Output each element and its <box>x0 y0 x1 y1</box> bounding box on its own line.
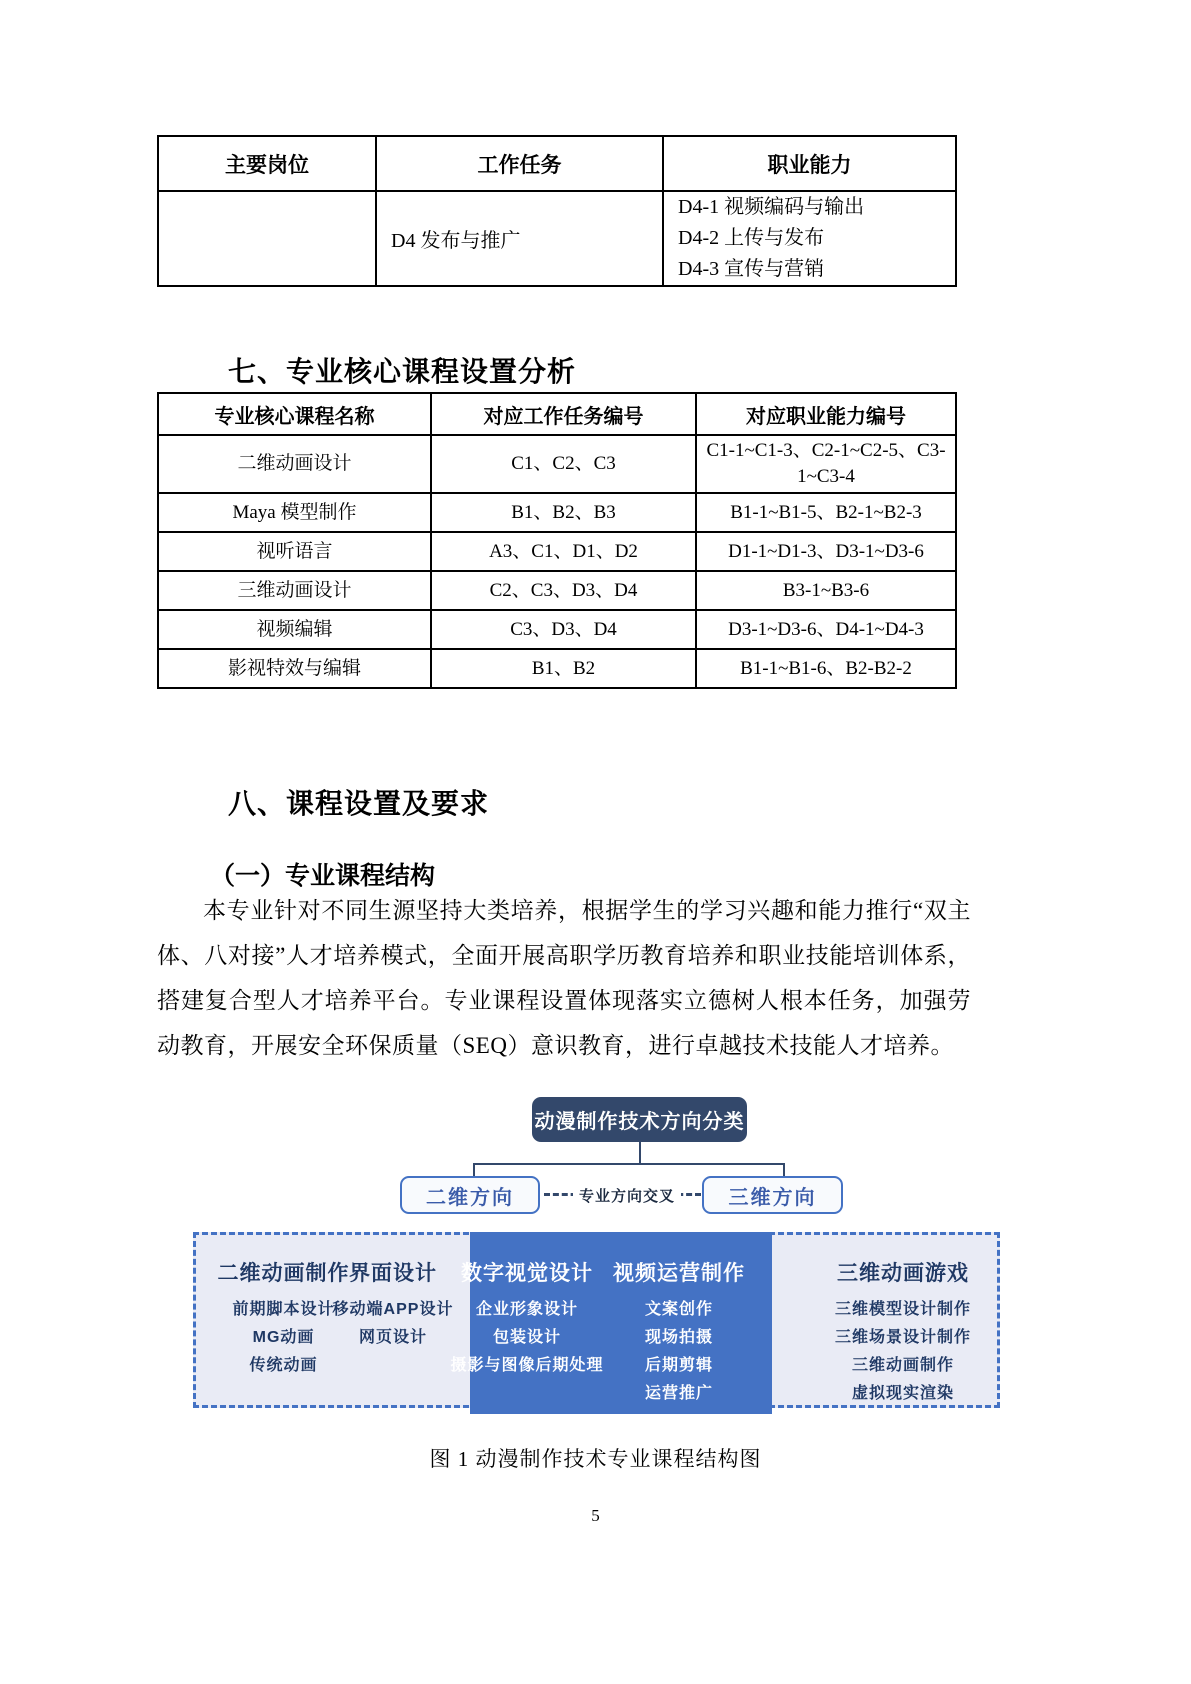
group-item: 三维模型设计制作 <box>834 1301 971 1318</box>
connector-line <box>473 1163 475 1177</box>
group-item: 三维场景设计制作 <box>834 1329 971 1346</box>
cell-task-codes: C2、C3、D3、D4 <box>431 571 696 610</box>
group-item: 摄影与图像后期处理 <box>450 1357 604 1374</box>
col-header-position: 主要岗位 <box>158 136 376 191</box>
body-paragraph: 本专业针对不同生源坚持大类培养，根据学生的学习兴趣和能力推行“双主体、八对接”人才培养模式，全面开展高职学历教育培养和职业技能培训体系，搭建复合型人才培养平台。专业课程设置体现落实立德树人根本任务，加强劳动教育，开展安全环保质量（SEQ）意识教育，进行卓越技术技能人才培养。 <box>157 898 971 1058</box>
course-groups-container <box>193 1232 1000 1408</box>
branch-node-3d: 三维方向 <box>702 1176 843 1214</box>
cell-course: 视频编辑 <box>158 610 431 649</box>
group-title: 二维动画制作 <box>217 1262 350 1285</box>
job-tasks-table <box>157 135 957 287</box>
group-title: 界面设计 <box>349 1262 437 1285</box>
group-digital-visual-design <box>442 1257 612 1380</box>
col-header-task: 工作任务 <box>376 136 663 191</box>
cell-course: 二维动画设计 <box>158 435 431 493</box>
page-number: 5 <box>591 1506 600 1525</box>
connector-line <box>473 1163 785 1165</box>
connector-line <box>639 1142 641 1164</box>
cell-abilities <box>663 191 956 286</box>
group-item: 传统动画 <box>249 1357 318 1374</box>
cell-ability-codes: D3-1~D3-6、D4-1~D4-3 <box>696 610 956 649</box>
cell-course: 影视特效与编辑 <box>158 649 431 688</box>
cell-position <box>158 191 376 286</box>
table-row <box>158 610 956 649</box>
cell-ability-codes: D1-1~D1-3、D3-1~D3-6 <box>696 532 956 571</box>
branch-node-2d: 二维方向 <box>400 1176 540 1214</box>
table-row <box>158 435 956 493</box>
core-courses-table <box>157 392 957 689</box>
cell-task: D4 发布与推广 <box>376 191 663 286</box>
cell-ability-codes: B1-1~B1-6、B2-B2-2 <box>696 649 956 688</box>
group-item: 运营推广 <box>644 1385 713 1402</box>
group-item: 现场拍摄 <box>644 1329 713 1346</box>
group-video-operation <box>604 1257 754 1408</box>
group-item: 包装设计 <box>492 1329 561 1346</box>
group-item: MG动画 <box>252 1329 315 1346</box>
group-title: 三维动画游戏 <box>837 1262 969 1285</box>
group-item: 后期剪辑 <box>644 1357 713 1374</box>
table-row <box>158 649 956 688</box>
cross-direction-label: 专业方向交叉 <box>573 1185 681 1206</box>
cell-task-codes: C1、C2、C3 <box>431 435 696 493</box>
cell-course: 视听语言 <box>158 532 431 571</box>
cell-task-codes: C3、D3、D4 <box>431 610 696 649</box>
group-3d-animation-game <box>803 1257 1003 1408</box>
section-heading-7: 七、专业核心课程设置分析 <box>228 356 577 387</box>
diagram-root-node: 动漫制作技术方向分类 <box>532 1097 747 1142</box>
cell-ability-codes: C1-1~C1-3、C2-1~C2-5、C3-1~C3-4 <box>696 435 956 493</box>
table-row <box>158 191 956 286</box>
section-heading-8: 八、课程设置及要求 <box>228 788 490 819</box>
group-title: 视频运营制作 <box>613 1262 745 1285</box>
group-item: 虚拟现实渲染 <box>851 1385 954 1402</box>
group-item: 移动端APP设计 <box>332 1301 454 1318</box>
group-item: 三维动画制作 <box>851 1357 954 1374</box>
group-item: 企业形象设计 <box>475 1301 578 1318</box>
table-row <box>158 532 956 571</box>
col-header-course: 专业核心课程名称 <box>158 393 431 435</box>
group-title: 数字视觉设计 <box>461 1262 593 1285</box>
ability-line: D4-2 上传与发布 <box>678 227 825 249</box>
ability-line: D4-3 宣传与营销 <box>678 258 825 280</box>
cell-ability-codes: B1-1~B1-5、B2-1~B2-3 <box>696 493 956 532</box>
cell-course: 三维动画设计 <box>158 571 431 610</box>
cell-ability-codes: B3-1~B3-6 <box>696 571 956 610</box>
col-header-ability: 职业能力 <box>663 136 956 191</box>
group-item: 前期脚本设计 <box>232 1301 335 1318</box>
group-item: 网页设计 <box>358 1329 427 1346</box>
subsection-heading: （一）专业课程结构 <box>210 862 436 890</box>
group-item: 文案创作 <box>644 1301 713 1318</box>
table-header-row <box>158 136 956 191</box>
connector-line <box>783 1163 785 1177</box>
cell-task-codes: A3、C1、D1、D2 <box>431 532 696 571</box>
cell-task-codes: B1、B2 <box>431 649 696 688</box>
cell-task-codes: B1、B2、B3 <box>431 493 696 532</box>
table-row <box>158 493 956 532</box>
col-header-ability-codes: 对应职业能力编号 <box>696 393 956 435</box>
figure-caption: 图 1 动漫制作技术专业课程结构图 <box>429 1447 762 1471</box>
table-row <box>158 571 956 610</box>
cell-course: Maya 模型制作 <box>158 493 431 532</box>
col-header-task-codes: 对应工作任务编号 <box>431 393 696 435</box>
ability-line: D4-1 视频编码与输出 <box>678 196 865 218</box>
table-header-row <box>158 393 956 435</box>
